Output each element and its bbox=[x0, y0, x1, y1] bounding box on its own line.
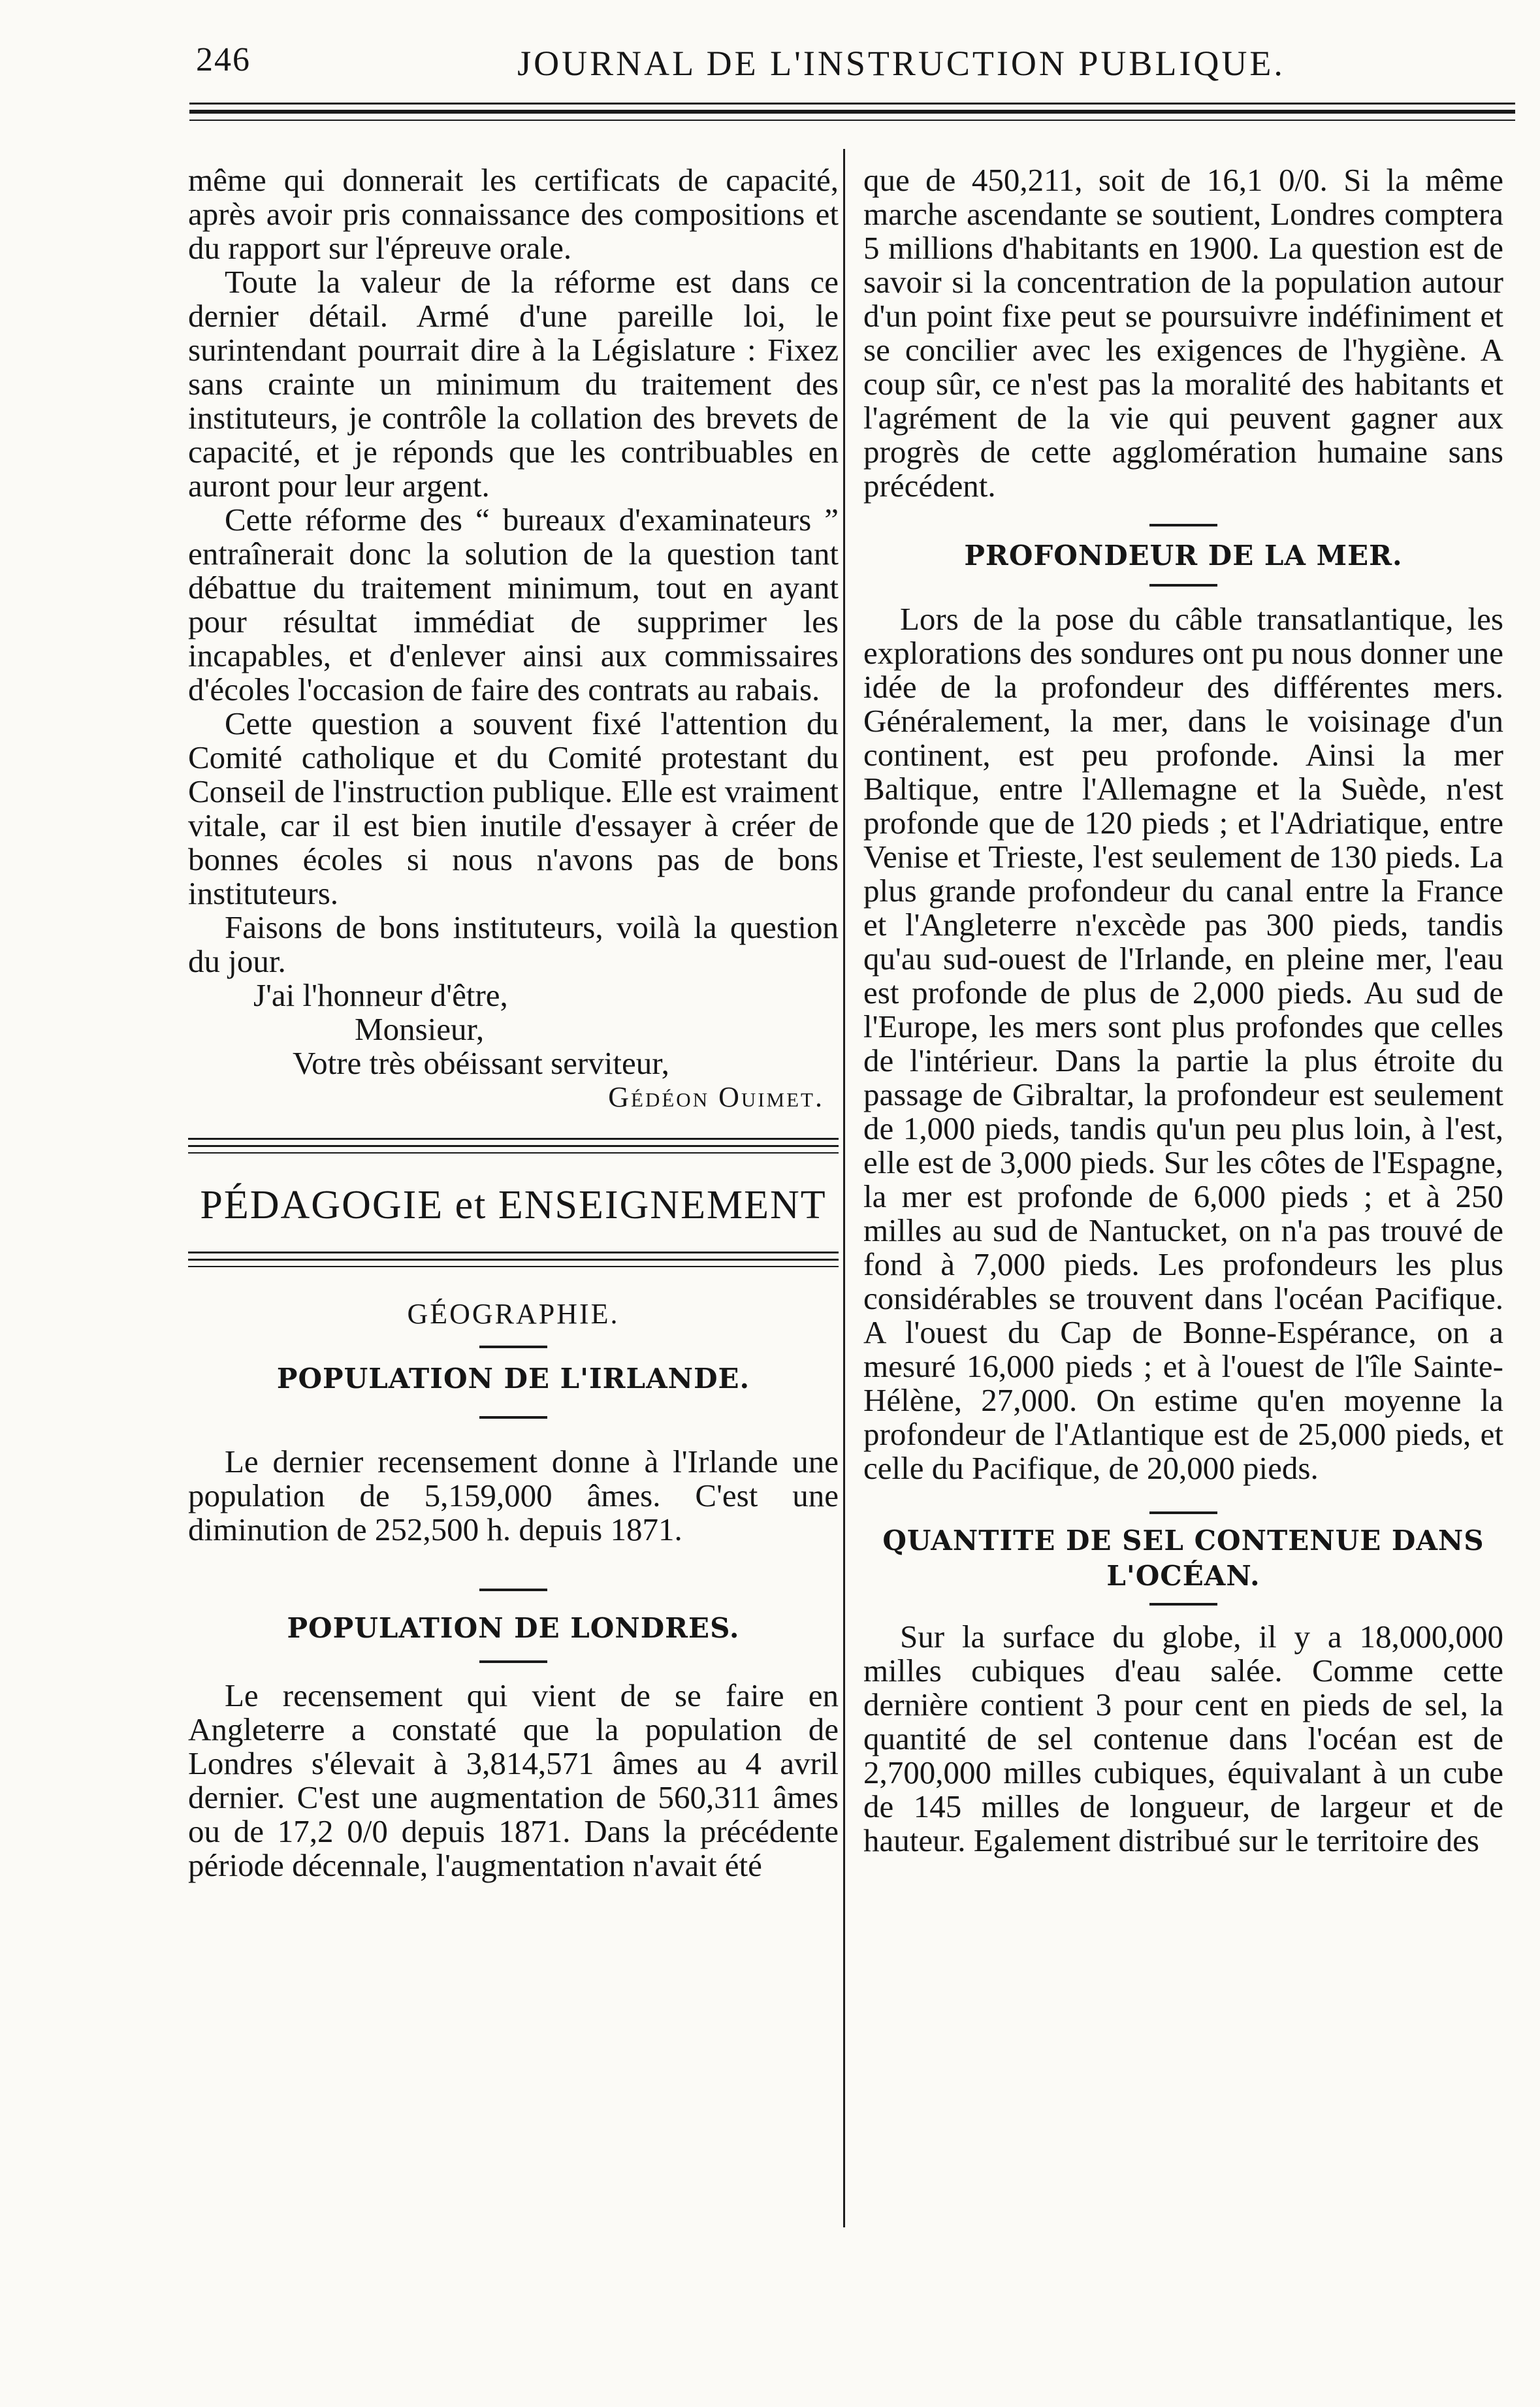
divider bbox=[1149, 1511, 1217, 1514]
paragraph: Cette réforme des “ bureaux d'examinateurs ” entraînerait donc la solution de la question tant débattue du traitement minimum, tout en ayant pour résultat immédiat de supprimer les incapables, et d'enlever ainsi aux commissaires d'écoles l'occasion de faire des contrats au rabais. bbox=[188, 502, 839, 707]
column-divider bbox=[843, 149, 845, 2227]
section-rule bbox=[188, 1252, 839, 1267]
paragraph: Cette question a souvent fixé l'attention du Comité catholique et du Comité protestant du Conseil de l'instruction publique. Elle est vraiment vitale, car il est bien inutile d'essayer à créer de bonnes écoles si nous n'avons pas de bons instituteurs. bbox=[188, 705, 839, 911]
signature: Gédéon Ouimet. bbox=[608, 1081, 824, 1113]
article-heading: QUANTITE DE SEL CONTENUE DANS L'OCÉAN. bbox=[882, 1525, 1484, 1592]
section-rule bbox=[188, 1138, 839, 1154]
paragraph: Sur la surface du globe, il y a 18,000,000 milles cubiques d'eau salée. Comme cette dernière contient 3 pour cent en pieds de sel, la quantité de sel contenue dans l'océan est de 2,700,000 milles cubiques, équivalant à un cube de 145 milles de longueur, de largeur et de hauteur. Egalement distribué sur le territoire des bbox=[863, 1619, 1503, 1858]
page-number: 246 bbox=[196, 41, 251, 78]
closing-line: Monsieur, bbox=[355, 1011, 485, 1047]
paragraph: Le recensement qui vient de se faire en Angleterre a constaté que la population de Londres s'élevait à 3,814,571 âmes au 4 avril dernier. C'est une augmentation de 560,311 âmes ou de 17,2 0/0 depuis 1871. Dans la précédente période décennale, l'augmentation n'avait été bbox=[188, 1677, 839, 1883]
header-rule-thick bbox=[189, 110, 1515, 114]
divider bbox=[479, 1346, 547, 1348]
paragraph: Toute la valeur de la réforme est dans ce dernier détail. Armé d'une pareille loi, le surintendant pourrait dire à la Législature : Fixez sans crainte un minimum du traitement des instituteurs, je contrôle la collation des brevets de capacité, et je réponds que les contribuables en auront pour leur argent. bbox=[188, 264, 839, 504]
paragraph: que de 450,211, soit de 16,1 0/0. Si la même marche ascendante se soutient, Londres comptera 5 millions d'habitants en 1900. La question est de savoir si la concentration de la population autour d'un point fixe peut se poursuivre indéfiniment et se concilier avec les exigences de l'hygiène. A coup sûr, ce n'est pas la moralité des habitants et l'agrément de la vie qui peuvent gagner aux progrès de cette agglomération humaine sans précédent. bbox=[863, 162, 1503, 504]
closing-line: J'ai l'honneur d'être, bbox=[253, 977, 508, 1013]
divider bbox=[1149, 1603, 1217, 1606]
paragraph: Lors de la pose du câble transatlantique, les explorations des sondures ont pu nous donner une idée de la profondeur des différentes mers. Généralement, la mer, dans le voisinage d'un continent, est peu profonde. Ainsi la mer Baltique, entre l'Allemagne et la Suède, n'est profonde que de 120 pieds ; et l'Adriatique, entre Venise et Trieste, l'est seulement de 130 pieds. La plus grande profondeur du canal entre la France et l'Angleterre n'excède pas 300 pieds, tandis qu'au sud-ouest de l'Irlande, en pleine mer, l'eau est profonde de plus de 2,000 pieds. Au sud de l'Europe, les mers sont plus profondes que celles de l'intérieur. Dans la partie la plus étroite du passage de Gibraltar, la profondeur est seulement de 1,000 pieds, tandis qu'un peu plus loin, à l'est, elle est de 3,000 pieds. Sur les côtes de l'Espagne, la mer est profonde de 6,000 pieds ; et à 250 milles au sud de Nantucket, on n'a pas trouvé de fond à 7,000 pieds. Les profondeurs les plus considérables se trouvent dans l'océan Pacifique. A l'ouest du Cap de Bonne-Espérance, on a mesuré 16,000 pieds ; et à l'ouest de l'île Sainte-Hélène, 27,000. On estime qu'en moyenne la profondeur de l'Atlantique est de 25,000 pieds, et celle du Pacifique, de 20,000 pieds. bbox=[863, 601, 1503, 1486]
closing-line: Votre très obéissant serviteur, bbox=[293, 1045, 669, 1081]
divider bbox=[479, 1416, 547, 1419]
article-heading: POPULATION DE LONDRES. bbox=[287, 1612, 740, 1644]
divider bbox=[479, 1660, 547, 1663]
paragraph: même qui donnerait les certificats de capacité, après avoir pris connaissance des compositions et du rapport sur l'épreuve orale. bbox=[188, 162, 839, 266]
paragraph: Faisons de bons instituteurs, voilà la question du jour. bbox=[188, 909, 839, 979]
left-column bbox=[188, 163, 839, 1882]
article-heading: PROFONDEUR DE LA MER. bbox=[964, 540, 1403, 572]
divider bbox=[1149, 524, 1217, 526]
running-head: JOURNAL DE L'INSTRUCTION PUBLIQUE. bbox=[517, 44, 1285, 83]
section-title: PÉDAGOGIE et ENSEIGNEMENT bbox=[200, 1183, 827, 1227]
header-rule-thin bbox=[189, 120, 1515, 121]
paragraph: Le dernier recensement donne à l'Irlande une population de 5,159,000 âmes. C'est une diminution de 252,500 h. depuis 1871. bbox=[188, 1444, 839, 1547]
right-column bbox=[863, 163, 1503, 1858]
header-rule bbox=[189, 103, 1515, 105]
article-heading: POPULATION DE L'IRLANDE. bbox=[276, 1363, 750, 1395]
divider bbox=[479, 1589, 547, 1591]
divider bbox=[1149, 584, 1217, 587]
subsection-kicker: GÉOGRAPHIE. bbox=[407, 1298, 620, 1330]
